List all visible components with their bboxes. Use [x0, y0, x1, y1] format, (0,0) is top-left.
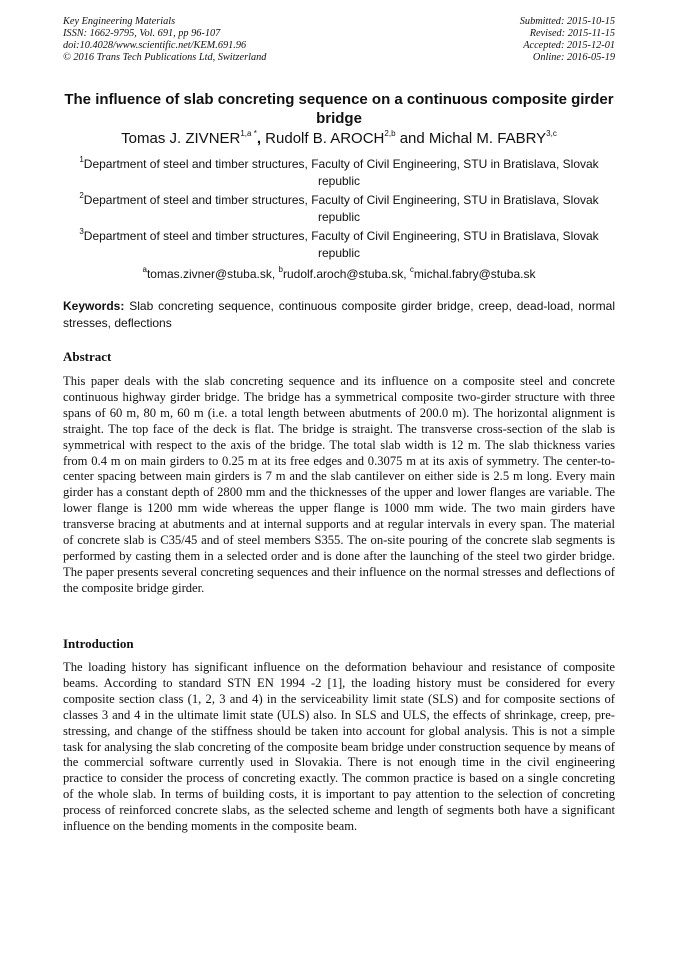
author-affiliation-mark: 1,a *: [240, 129, 257, 138]
email-mark: a: [142, 265, 147, 274]
author-separator: ,: [256, 130, 261, 147]
submitted-date: Submitted: 2015-10-15: [519, 16, 615, 27]
revised-date: Revised: 2015-11-15: [529, 28, 615, 39]
email-mark: b: [278, 265, 283, 274]
affiliation: [63, 228, 615, 262]
abstract-heading: Abstract: [63, 349, 112, 364]
affiliation-text: Department of steel and timber structures, Faculty of Civil Engineering, STU in Bratislava, Slovak republic: [83, 193, 599, 224]
affiliation-text: Department of steel and timber structures, Faculty of Civil Engineering, STU in Bratislava, Slovak republic: [83, 157, 599, 188]
keywords-text: Slab concreting sequence, continuous composite girder bridge, creep, dead-load, normal stresses, deflections: [63, 299, 615, 330]
issn: ISSN: 1662-9795, Vol. 691, pp 96-107: [63, 28, 221, 39]
author-name: Michal M. FABRY: [428, 130, 547, 147]
journal-info: [63, 16, 266, 64]
author-conjunction: and: [399, 130, 425, 147]
author-affiliation-mark: 2,b: [384, 129, 396, 138]
keywords: [63, 298, 615, 332]
paper-title: The influence of slab concreting sequence on a continuous composite girder bridge: [64, 91, 614, 127]
author-affiliation-mark: 3,c: [546, 129, 557, 138]
keywords-label: Keywords:: [63, 299, 125, 313]
introduction-heading: Introduction: [63, 636, 134, 651]
journal-name: Key Engineering Materials: [63, 16, 176, 27]
author-name: Rudolf B. AROCH: [265, 130, 385, 147]
author-list: [63, 130, 615, 148]
email-mark: c: [409, 265, 414, 274]
doi: doi:10.4028/www.scientific.net/KEM.691.96: [63, 40, 247, 51]
affiliation: [63, 192, 615, 226]
affiliation-number: 2: [79, 191, 84, 200]
affiliation-number: 3: [79, 227, 84, 236]
online-date: Online: 2016-05-19: [532, 52, 615, 63]
email-link[interactable]: tomas.zivner@stuba.sk: [146, 267, 272, 281]
copyright: © 2016 Trans Tech Publications Ltd, Switzerland: [63, 52, 267, 63]
introduction-text: The loading history has significant influence on the deformation behaviour and resistance of composite beams. According to standard STN EN 1994 -2 [1], the loading history must be considered for every composite section class (1, 2, 3 and 4) in the serviceability limit state (SLS) and for composite sections of classes 3 and 4 in the ultimate limit state (ULS) also. In SLS and ULS, the effects of shrinkage, creep, pre-stressing, and change of the stiffness should be taken into account for global analysis. This is not a simple task for analysing the slab concreting of the composite beam bridge under construction sequence by means of the commercial software currently used in Slovakia. There is not enough time in the civil engineering practice to consider the process of concreting exactly. The common practice is based on a single concreting of the whole slab. In terms of building costs, it is important to pay attention to the selection of concreting process of reinforced concrete slabs, as the selected scheme and length of segments both have a significant influence on the bending moments in the composite beam.: [63, 660, 615, 834]
affiliation-text: Department of steel and timber structures, Faculty of Civil Engineering, STU in Bratislava, Slovak republic: [83, 229, 599, 260]
author-emails: $^a$tomas.zivner@stuba.sk, $^b$rudolf.aroch@stuba.sk, $^c$michal.fabry@stuba.sk: [142, 265, 536, 281]
publication-dates: [520, 16, 615, 64]
email-link[interactable]: rudolf.aroch@stuba.sk: [283, 267, 404, 281]
accepted-date: Accepted: 2015-12-01: [523, 40, 615, 51]
email-link[interactable]: michal.fabry@stuba.sk: [413, 267, 536, 281]
affiliation-number: 1: [79, 155, 84, 164]
affiliation: [63, 156, 615, 190]
author-name: Tomas J. ZIVNER: [121, 130, 241, 147]
abstract-text: This paper deals with the slab concreting sequence and its influence on a composite steel and concrete continuous highway girder bridge. The bridge has a symmetrical composite two-girder structure with three spans of 60 m, 80 m, 60 m (i.e. a total length between abutments of 200.0 m). The horizontal alignment is straight. The top face of the deck is flat. The bridge is straight. The transverse cross-section of the slab is symmetrical with respect to the axis of the bridge. The total slab width is 12 m. The slab thickness varies from 0.4 m on main girders to 0.25 m at its free edges and 0.3075 m at its axis of symmetry. The center-to-center spacing between main girders is 7 m and the slab cantilever on either side is 2.5 m long. Every main girder has a constant depth of 2800 mm and the thicknesses of the upper and lower flanges are variable. The lower flange is 1200 mm wide whereas the upper flange is 1000 mm wide. The two main girders have transverse bracing at abutments and at internal supports and at regular intervals in every span. The material of concrete slab is C35/45 and of steel members S355. The on-site pouring of the concrete slab segments is performed by casting them in a selected order and is done after the launching of the steel two girder bridge. The paper presents several concreting sequences and their influence on the normal stresses and deflections of the composite bridge girder.: [63, 374, 615, 595]
